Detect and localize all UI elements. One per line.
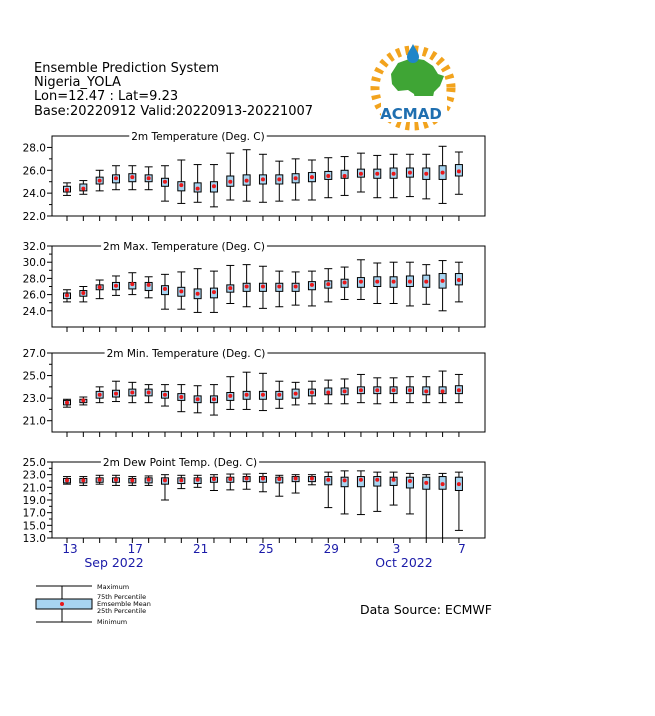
mean-dot <box>441 389 445 393</box>
chart-panels <box>23 131 485 545</box>
legend-label-maximum: Maximum <box>97 583 130 591</box>
y-tick-label: 13.0 <box>22 533 46 545</box>
box-2022-09-25 <box>259 373 267 410</box>
mean-dot <box>424 172 428 176</box>
y-tick-label: 32.0 <box>22 241 46 253</box>
mean-dot <box>408 479 412 483</box>
mean-dot <box>245 476 249 480</box>
mean-dot <box>245 393 249 397</box>
box-2022-09-25 <box>259 473 267 491</box>
y-tick-label: 28.0 <box>22 273 46 286</box>
mean-dot <box>326 282 330 286</box>
mean-dot <box>81 398 85 402</box>
mean-dot <box>326 478 330 482</box>
box-2022-09-28 <box>308 160 316 200</box>
y-tick-label: 26.0 <box>22 289 46 302</box>
box-2022-10-04 <box>406 473 414 514</box>
y-tick-label: 21.0 <box>22 415 46 428</box>
day-tick-label: 29 <box>323 542 339 556</box>
y-tick-label: 23.0 <box>22 393 46 406</box>
panel-title: 2m Max. Temperature (Deg. C) <box>103 241 265 253</box>
mean-dot <box>441 171 445 175</box>
box-2022-09-16 <box>112 475 120 485</box>
mean-dot <box>392 172 396 176</box>
box-2022-10-06 <box>439 261 447 311</box>
box-2022-09-16 <box>112 166 120 190</box>
box-2022-09-30 <box>341 471 349 514</box>
box-2022-09-20 <box>177 160 185 203</box>
panel-title: 2m Min. Temperature (Deg. C) <box>106 348 266 360</box>
box-2022-10-04 <box>406 262 414 306</box>
box-2022-10-06 <box>439 146 447 203</box>
box-2022-09-22 <box>210 271 218 312</box>
box-2022-09-30 <box>341 157 349 196</box>
box-2022-09-29 <box>324 472 332 507</box>
mean-dot <box>294 285 298 289</box>
mean-dot <box>424 481 428 485</box>
box-2022-09-26 <box>275 161 283 201</box>
header-station-name: Nigeria_YOLA <box>34 75 121 90</box>
box-2022-10-03 <box>390 154 398 197</box>
mean-dot <box>196 478 200 482</box>
mean-dot <box>130 478 134 482</box>
box-2022-09-23 <box>226 153 234 200</box>
panel-title: 2m Dew Point Temp. (Deg. C) <box>102 457 258 469</box>
mean-dot <box>228 477 232 481</box>
y-tick-label: 28.0 <box>22 142 46 155</box>
box-2022-10-02 <box>373 263 381 304</box>
mean-dot <box>98 478 102 482</box>
mean-dot <box>114 284 118 288</box>
chart-panel-3 <box>23 348 485 437</box>
box-2022-10-02 <box>373 378 381 404</box>
box-2022-09-18 <box>145 385 153 403</box>
header-system-title: Ensemble Prediction System <box>34 61 220 76</box>
box-2022-09-15 <box>96 280 104 299</box>
box-2022-09-21 <box>194 475 202 487</box>
box-2022-10-01 <box>357 471 365 515</box>
y-tick-label: 24.0 <box>22 305 46 318</box>
panel-title: 2m Temperature (Deg. C) <box>131 131 265 143</box>
y-tick-label: 17.0 <box>22 507 46 520</box>
header-base-valid-dates: Base:20220912 Valid:20220913-20221007 <box>34 104 314 119</box>
mean-dot <box>114 176 118 180</box>
month-label: Sep 2022 <box>84 555 144 570</box>
mean-dot <box>277 177 281 181</box>
mean-dot <box>261 177 265 181</box>
date-axis <box>62 542 465 570</box>
legend-label-p75: 75th Percentile <box>97 593 147 601</box>
box-2022-10-03 <box>390 472 398 505</box>
y-tick-label: 25.0 <box>22 457 46 469</box>
header-block <box>34 61 313 119</box>
legend-label-minimum: Minimum <box>97 618 128 626</box>
box-2022-09-17 <box>128 477 136 486</box>
box-2022-10-04 <box>406 377 414 403</box>
box-2022-09-14 <box>79 477 87 486</box>
mean-dot <box>163 180 167 184</box>
mean-dot <box>277 393 281 397</box>
box-2022-09-29 <box>324 380 332 404</box>
mean-dot <box>196 187 200 191</box>
y-tick-label: 27.0 <box>22 348 46 360</box>
mean-dot <box>147 176 151 180</box>
mean-dot <box>212 477 216 481</box>
mean-dot <box>457 482 461 486</box>
mean-dot <box>408 388 412 392</box>
mean-dot <box>310 175 314 179</box>
box-2022-09-21 <box>194 269 202 313</box>
mean-dot <box>147 391 151 395</box>
mean-dot <box>65 401 69 405</box>
day-tick-label: 7 <box>458 542 466 556</box>
day-tick-label: 17 <box>127 542 143 556</box>
box-2022-10-01 <box>357 153 365 192</box>
box-2022-09-27 <box>292 475 300 493</box>
mean-dot <box>114 478 118 482</box>
box-2022-09-18 <box>145 476 153 486</box>
panel-frame <box>52 462 485 538</box>
y-tick-label: 23.0 <box>22 469 46 482</box>
mean-dot <box>245 179 249 183</box>
box-2022-09-18 <box>145 277 153 298</box>
box-2022-10-02 <box>373 472 381 511</box>
box-2022-09-30 <box>341 267 349 299</box>
mean-dot <box>163 478 167 482</box>
y-tick-label: 22.0 <box>22 211 46 223</box>
data-source-label: Data Source: ECMWF <box>360 602 492 617</box>
box-2022-10-07 <box>455 262 463 302</box>
box-2022-09-14 <box>79 181 87 195</box>
box-2022-09-24 <box>243 474 251 489</box>
mean-dot <box>408 280 412 284</box>
box-2022-09-29 <box>324 158 332 198</box>
box-2022-09-15 <box>96 387 104 403</box>
box-2022-09-15 <box>96 475 104 484</box>
box-2022-09-23 <box>226 474 234 490</box>
box-2022-09-20 <box>177 385 185 412</box>
mean-dot <box>228 180 232 184</box>
day-tick-label: 3 <box>392 542 401 556</box>
box-2022-09-16 <box>112 381 120 401</box>
mean-dot <box>81 187 85 191</box>
mean-dot <box>392 280 396 284</box>
mean-dot <box>424 280 428 284</box>
box-2022-10-05 <box>422 377 430 403</box>
box-2022-09-26 <box>275 271 283 307</box>
y-tick-label: 30.0 <box>22 257 46 270</box>
box-2022-09-29 <box>324 269 332 302</box>
box-2022-09-24 <box>243 150 251 201</box>
mean-dot <box>163 393 167 397</box>
mean-dot <box>441 482 445 486</box>
mean-dot <box>375 478 379 482</box>
mean-dot <box>359 388 363 392</box>
box-2022-09-19 <box>161 385 169 406</box>
mean-dot <box>212 290 216 294</box>
box-2022-09-13 <box>63 290 71 302</box>
box-2022-09-20 <box>177 272 185 309</box>
box-2022-09-22 <box>210 165 218 207</box>
mean-dot <box>424 389 428 393</box>
box-2022-09-28 <box>308 381 316 404</box>
day-tick-label: 25 <box>258 542 274 556</box>
mean-dot <box>147 478 151 482</box>
mean-dot <box>375 388 379 392</box>
box-2022-09-17 <box>128 382 136 402</box>
mean-dot <box>359 478 363 482</box>
y-tick-label: 25.0 <box>22 370 46 383</box>
legend-mean-dot <box>60 602 64 606</box>
box-2022-09-28 <box>308 475 316 485</box>
mean-dot <box>261 476 265 480</box>
mean-dot <box>343 174 347 178</box>
box-2022-09-20 <box>177 475 185 488</box>
mean-dot <box>310 476 314 480</box>
mean-dot <box>81 291 85 295</box>
mean-dot <box>310 283 314 287</box>
box-2022-10-02 <box>373 155 381 197</box>
mean-dot <box>359 172 363 176</box>
mean-dot <box>294 176 298 180</box>
mean-dot <box>212 184 216 188</box>
box-2022-10-01 <box>357 374 365 402</box>
mean-dot <box>457 169 461 173</box>
mean-dot <box>212 397 216 401</box>
mean-dot <box>130 175 134 179</box>
box-2022-09-22 <box>210 385 218 415</box>
box-2022-09-19 <box>161 475 169 500</box>
box-2022-09-24 <box>243 372 251 409</box>
box-2022-09-25 <box>259 266 267 308</box>
mean-dot <box>65 478 69 482</box>
box-2022-09-23 <box>226 377 234 410</box>
acmad-logo <box>375 44 451 126</box>
mean-dot <box>147 283 151 287</box>
day-tick-label: 21 <box>192 542 209 556</box>
mean-dot <box>179 183 183 187</box>
mean-dot <box>114 392 118 396</box>
mean-dot <box>228 286 232 290</box>
box-2022-09-26 <box>275 381 283 408</box>
mean-dot <box>179 289 183 293</box>
box-2022-09-16 <box>112 276 120 295</box>
box-2022-09-18 <box>145 167 153 190</box>
box-2022-09-22 <box>210 475 218 491</box>
box-2022-09-26 <box>275 475 283 496</box>
mean-dot <box>441 279 445 283</box>
y-tick-label: 24.0 <box>22 188 46 201</box>
mean-dot <box>326 174 330 178</box>
box-2022-09-24 <box>243 265 251 307</box>
chart-panel-4 <box>23 457 485 545</box>
mean-dot <box>98 393 102 397</box>
header-coordinates: Lon=12.47 : Lat=9.23 <box>34 89 179 104</box>
box-2022-10-06 <box>439 473 447 538</box>
day-tick-label: 13 <box>62 542 78 556</box>
mean-dot <box>130 391 134 395</box>
box-2022-09-19 <box>161 166 169 201</box>
mean-dot <box>359 280 363 284</box>
mean-dot <box>408 171 412 175</box>
box-2022-10-01 <box>357 260 365 300</box>
box-2022-09-21 <box>194 165 202 203</box>
box-2022-10-03 <box>390 378 398 403</box>
box-2022-09-27 <box>292 272 300 305</box>
box-2022-10-05 <box>422 265 430 305</box>
box-2022-09-28 <box>308 271 316 306</box>
mean-dot <box>81 478 85 482</box>
box-2022-10-04 <box>406 154 414 196</box>
mean-dot <box>294 476 298 480</box>
box-2022-10-03 <box>390 262 398 303</box>
box-2022-10-07 <box>455 472 463 530</box>
mean-dot <box>343 280 347 284</box>
mean-dot <box>261 285 265 289</box>
mean-dot <box>98 285 102 289</box>
mean-dot <box>343 389 347 393</box>
box-2022-09-23 <box>226 265 234 303</box>
mean-dot <box>196 397 200 401</box>
legend-label-p25: 25th Percentile <box>97 607 147 615</box>
box-2022-09-13 <box>63 183 71 196</box>
mean-dot <box>375 280 379 284</box>
mean-dot <box>245 285 249 289</box>
box-2022-10-07 <box>455 152 463 194</box>
mean-dot <box>343 478 347 482</box>
mean-dot <box>65 293 69 297</box>
box-2022-09-27 <box>292 382 300 405</box>
box-2022-10-07 <box>455 374 463 402</box>
mean-dot <box>130 282 134 286</box>
mean-dot <box>310 391 314 395</box>
box-2022-09-15 <box>96 170 104 191</box>
mean-dot <box>261 393 265 397</box>
mean-dot <box>228 394 232 398</box>
mean-dot <box>375 172 379 176</box>
box-2022-09-27 <box>292 159 300 200</box>
mean-dot <box>65 188 69 192</box>
box-2022-10-05 <box>422 475 430 538</box>
mean-dot <box>277 285 281 289</box>
box-2022-09-13 <box>63 399 71 407</box>
y-tick-label: 19.0 <box>22 495 46 507</box>
mean-dot <box>179 478 183 482</box>
box-2022-09-19 <box>161 274 169 309</box>
box-2022-09-17 <box>128 273 136 295</box>
box-2022-10-06 <box>439 371 447 403</box>
mean-dot <box>457 278 461 282</box>
box-2022-09-30 <box>341 379 349 404</box>
mean-dot <box>294 392 298 396</box>
mean-dot <box>163 287 167 291</box>
y-tick-label: 15.0 <box>22 520 46 533</box>
chart-panel-2 <box>23 241 485 332</box>
box-2022-09-25 <box>259 154 267 202</box>
month-label: Oct 2022 <box>375 555 433 570</box>
mean-dot <box>196 292 200 296</box>
legend <box>36 583 151 626</box>
mean-dot <box>457 388 461 392</box>
box-2022-09-14 <box>79 397 87 405</box>
box-2022-09-21 <box>194 386 202 413</box>
box-2022-10-05 <box>422 154 430 199</box>
mean-dot <box>392 478 396 482</box>
mean-dot <box>98 179 102 183</box>
box-2022-09-14 <box>79 287 87 302</box>
legend-label-mean: Emsemble Mean <box>97 600 151 608</box>
mean-dot <box>179 395 183 399</box>
y-tick-label: 26.0 <box>22 165 46 178</box>
box-2022-09-13 <box>63 477 71 485</box>
chart-panel-1 <box>23 131 485 223</box>
mean-dot <box>392 388 396 392</box>
mean-dot <box>326 391 330 395</box>
mean-dot <box>277 477 281 481</box>
logo-text: ACMAD <box>380 105 442 123</box>
y-tick-label: 21.0 <box>22 482 46 495</box>
box-2022-09-17 <box>128 166 136 190</box>
